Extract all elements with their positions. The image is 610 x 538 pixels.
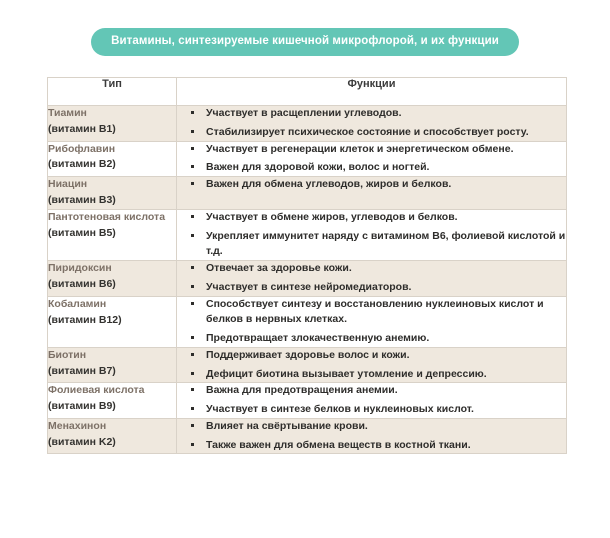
vitamin-type-cell [48, 261, 177, 297]
function-text: Также важен для обмена веществ в костной ткани. [206, 438, 471, 451]
vitamin-type-cell [48, 347, 177, 383]
bullet-icon [191, 443, 194, 446]
list-item [177, 438, 566, 454]
function-list [177, 210, 566, 260]
list-item [177, 280, 566, 296]
function-text: Участвует в обмене жиров, углеводов и белков. [206, 210, 458, 223]
function-text: Поддерживает здоровье волос и кожи. [206, 348, 410, 361]
table-row [48, 261, 567, 297]
vitamin-functions-cell [177, 296, 567, 347]
function-text: Дефицит биотина вызывает утомление и депрессию. [206, 367, 487, 380]
vitamin-code: (витамин B9) [48, 400, 116, 413]
list-item [177, 331, 566, 347]
vitamin-functions-cell [177, 177, 567, 210]
list-item [177, 402, 566, 418]
function-text: Важна для предотвращения анемии. [206, 384, 398, 397]
table-body [48, 106, 567, 454]
table-row [48, 418, 567, 454]
table-row [48, 347, 567, 383]
bullet-icon [191, 130, 194, 133]
function-text: Способствует синтезу и восстановлению нуклеиновых кислот и белков в нервных клетках. [206, 297, 544, 326]
bullet-icon [191, 111, 194, 114]
page-title: Витамины, синтезируемые кишечной микрофлорой, и их функции [91, 28, 519, 56]
bullet-icon [191, 234, 194, 237]
bullet-icon [191, 302, 194, 305]
bullet-icon [191, 388, 194, 391]
vitamin-functions-cell [177, 347, 567, 383]
function-list [177, 297, 566, 347]
function-list [177, 177, 566, 193]
column-header-type: Тип [48, 78, 177, 106]
table-row [48, 296, 567, 347]
function-list [177, 419, 566, 454]
table-header [48, 78, 567, 106]
title-container [0, 28, 610, 56]
bullet-icon [191, 424, 194, 427]
vitamin-code: (витамин B6) [48, 278, 116, 291]
vitamin-name: Ниацин [48, 178, 88, 190]
vitamin-code: (витамин B3) [48, 193, 116, 206]
table-header-row [48, 78, 567, 106]
vitamin-name: Биотин [48, 348, 87, 361]
list-item [177, 106, 566, 122]
list-item [177, 177, 566, 193]
table-row [48, 106, 567, 142]
table-row [48, 177, 567, 210]
function-text: Участвует в регенерации клеток и энергетическом обмене. [206, 142, 514, 155]
vitamins-table-container [47, 77, 566, 454]
list-item [177, 297, 566, 329]
vitamin-name: Пиридоксин [48, 262, 112, 275]
vitamin-functions-cell [177, 106, 567, 142]
vitamin-type-cell [48, 106, 177, 142]
function-text: Предотвращает злокачественную анемию. [206, 332, 430, 345]
function-text: Влияет на свёртывание крови. [206, 419, 368, 432]
function-text: Участвует в синтезе нейромедиаторов. [206, 280, 412, 293]
vitamin-name: Рибофлавин [48, 142, 116, 155]
list-item [177, 367, 566, 383]
table-row [48, 383, 567, 419]
function-list [177, 142, 566, 177]
vitamin-name: Пантотеновая кислота [48, 210, 166, 223]
vitamin-type-cell [48, 296, 177, 347]
function-text: Важен для здоровой кожи, волос и ногтей. [206, 161, 430, 174]
list-item [177, 419, 566, 435]
vitamin-type-cell [48, 209, 177, 260]
function-list [177, 106, 566, 141]
vitamin-type-cell [48, 383, 177, 419]
list-item [177, 210, 566, 226]
list-item [177, 348, 566, 364]
vitamin-name: Менахинон [48, 419, 107, 432]
function-list [177, 261, 566, 296]
vitamin-functions-cell [177, 209, 567, 260]
vitamin-name: Тиамин [48, 107, 87, 119]
vitamin-name: Кобаламин [48, 297, 107, 310]
bullet-icon [191, 353, 194, 356]
list-item [177, 261, 566, 277]
bullet-icon [191, 165, 194, 168]
vitamin-functions-cell [177, 261, 567, 297]
vitamin-code: (витамин B2) [48, 158, 116, 171]
bullet-icon [191, 215, 194, 218]
list-item [177, 229, 566, 261]
vitamin-functions-cell [177, 418, 567, 454]
vitamin-code: (витамин B1) [48, 122, 116, 135]
vitamin-name: Фолиевая кислота [48, 384, 145, 397]
bullet-icon [191, 336, 194, 339]
vitamin-code: (витамин B7) [48, 364, 116, 377]
function-list [177, 383, 566, 418]
bullet-icon [191, 147, 194, 150]
list-item [177, 383, 566, 399]
column-header-functions: Функции [177, 78, 567, 106]
function-text: Важен для обмена углеводов, жиров и белков. [206, 178, 452, 190]
bullet-icon [191, 266, 194, 269]
vitamin-type-cell [48, 141, 177, 177]
function-text: Участвует в синтезе белков и нуклеиновых кислот. [206, 403, 474, 416]
bullet-icon [191, 407, 194, 410]
function-list [177, 348, 566, 383]
list-item [177, 125, 566, 141]
function-text: Укрепляет иммунитет наряду с витамином B6, фолиевой кислотой и т.д. [206, 229, 566, 258]
vitamin-type-cell [48, 418, 177, 454]
function-text: Отвечает за здоровье кожи. [206, 262, 352, 275]
list-item [177, 160, 566, 176]
list-item [177, 142, 566, 158]
bullet-icon [191, 372, 194, 375]
table-row [48, 209, 567, 260]
vitamin-code: (витамин B12) [48, 313, 122, 326]
vitamin-functions-cell [177, 141, 567, 177]
bullet-icon [191, 285, 194, 288]
vitamin-functions-cell [177, 383, 567, 419]
table-row [48, 141, 567, 177]
function-text: Стабилизирует психическое состояние и способствует росту. [206, 125, 529, 138]
vitamin-type-cell [48, 177, 177, 210]
vitamins-table [47, 77, 567, 454]
function-text: Участвует в расщеплении углеводов. [206, 107, 402, 119]
bullet-icon [191, 182, 194, 185]
vitamin-code: (витамин B5) [48, 226, 116, 239]
vitamin-code: (витамин K2) [48, 435, 116, 448]
